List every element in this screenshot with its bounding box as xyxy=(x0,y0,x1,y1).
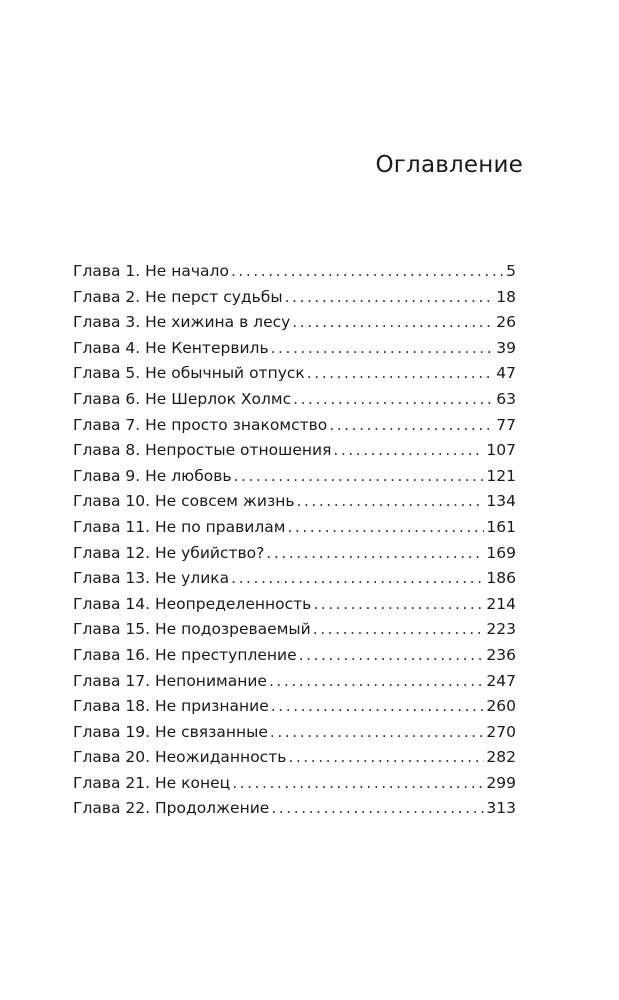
toc-entry-page-number: 77 xyxy=(496,415,516,434)
dot-leader xyxy=(292,313,494,331)
toc-entry xyxy=(73,416,516,442)
dot-leader xyxy=(329,416,494,434)
toc-entry-page-number: 313 xyxy=(486,799,516,818)
toc-entry-page-number: 107 xyxy=(486,441,516,460)
toc-entry xyxy=(73,492,516,518)
toc-entry-page-number: 5 xyxy=(506,262,516,280)
dot-leader xyxy=(313,595,484,613)
toc-entry xyxy=(73,799,516,825)
toc-entry-title: Глава 19. Не связанные xyxy=(73,722,268,741)
toc-entry-page-number: 26 xyxy=(496,313,516,332)
toc-entry-title: Глава 13. Не улика xyxy=(73,569,230,588)
toc-entry xyxy=(73,748,516,774)
toc-entry xyxy=(73,774,516,800)
toc-entry-page-number: 121 xyxy=(486,466,516,485)
toc-entry-title: Глава 11. Не по правилам xyxy=(73,517,286,536)
toc-entry-page-number: 134 xyxy=(486,492,516,511)
toc-entry-title: Глава 17. Непонимание xyxy=(73,671,267,690)
toc-entry-title: Глава 10. Не совсем жизнь xyxy=(73,492,295,511)
toc-entry-page-number: 161 xyxy=(486,517,516,536)
toc-entry-title: Глава 18. Не признание xyxy=(73,697,269,716)
toc-entry xyxy=(73,288,516,314)
dot-leader xyxy=(270,723,485,741)
dot-leader xyxy=(333,441,484,459)
toc-entry xyxy=(73,544,516,570)
toc-entry xyxy=(73,646,516,672)
toc-entry-title: Глава 22. Продолжение xyxy=(73,799,270,818)
toc-entry xyxy=(73,595,516,621)
toc-entry-title: Глава 16. Не преступление xyxy=(73,645,297,664)
toc-entry-page-number: 169 xyxy=(486,543,516,562)
toc-entry xyxy=(73,672,516,698)
toc-entry-title: Глава 5. Не обычный отпуск xyxy=(73,364,305,383)
dot-leader xyxy=(296,492,484,510)
dot-leader xyxy=(269,672,484,690)
toc-entry-page-number: 18 xyxy=(496,287,516,306)
toc-entry xyxy=(73,364,516,390)
dot-leader xyxy=(288,748,484,766)
toc-entry xyxy=(73,723,516,749)
toc-entry-title: Глава 2. Не перст судьбы xyxy=(73,287,283,306)
dot-leader xyxy=(271,697,485,715)
toc-entry-page-number: 223 xyxy=(486,620,516,639)
toc-entry-page-number: 47 xyxy=(496,364,516,383)
toc-entry-page-number: 214 xyxy=(486,594,516,613)
table-of-contents xyxy=(73,262,516,825)
dot-leader xyxy=(313,620,485,638)
toc-entry-title: Глава 3. Не хижина в лесу xyxy=(73,313,291,332)
toc-entry-page-number: 299 xyxy=(486,773,516,792)
toc-entry-title: Глава 6. Не Шерлок Холмс xyxy=(73,389,292,408)
toc-entry-page-number: 282 xyxy=(486,748,516,767)
toc-entry-title: Глава 7. Не просто знакомство xyxy=(73,415,328,434)
dot-leader xyxy=(285,288,495,306)
toc-entry-page-number: 186 xyxy=(486,569,516,588)
dot-leader xyxy=(271,799,484,817)
toc-entry-page-number: 247 xyxy=(486,671,516,690)
toc-entry xyxy=(73,441,516,467)
dot-leader xyxy=(231,262,504,280)
toc-entry xyxy=(73,620,516,646)
toc-entry-title: Глава 1. Не начало xyxy=(73,262,229,280)
toc-entry-title: Глава 12. Не убийство? xyxy=(73,543,265,562)
toc-entry-page-number: 63 xyxy=(496,389,516,408)
toc-entry-title: Глава 14. Неопределенность xyxy=(73,594,312,613)
toc-entry xyxy=(73,313,516,339)
dot-leader xyxy=(293,390,494,408)
dot-leader xyxy=(271,339,495,357)
toc-entry xyxy=(73,339,516,365)
toc-entry xyxy=(73,697,516,723)
toc-entry xyxy=(73,390,516,416)
toc-entry-page-number: 270 xyxy=(486,722,516,741)
dot-leader xyxy=(299,646,485,664)
toc-entry xyxy=(73,518,516,544)
toc-entry-title: Глава 21. Не конец xyxy=(73,773,231,792)
dot-leader xyxy=(287,518,484,536)
toc-entry xyxy=(73,262,516,288)
toc-entry xyxy=(73,467,516,493)
dot-leader xyxy=(307,364,494,382)
dot-leader xyxy=(266,544,484,562)
dot-leader xyxy=(232,774,484,792)
toc-entry-title: Глава 9. Не любовь xyxy=(73,466,232,485)
toc-entry-title: Глава 4. Не Кентервиль xyxy=(73,338,269,357)
toc-entry-page-number: 39 xyxy=(496,338,516,357)
toc-entry-page-number: 260 xyxy=(486,697,516,716)
toc-entry xyxy=(73,569,516,595)
dot-leader xyxy=(231,569,484,587)
page-title: Оглавление xyxy=(375,152,523,179)
toc-entry-title: Глава 15. Не подозреваемый xyxy=(73,620,311,639)
toc-entry-title: Глава 20. Неожиданность xyxy=(73,748,287,767)
toc-entry-page-number: 236 xyxy=(486,645,516,664)
toc-entry-title: Глава 8. Непростые отношения xyxy=(73,441,332,460)
dot-leader xyxy=(234,467,485,485)
